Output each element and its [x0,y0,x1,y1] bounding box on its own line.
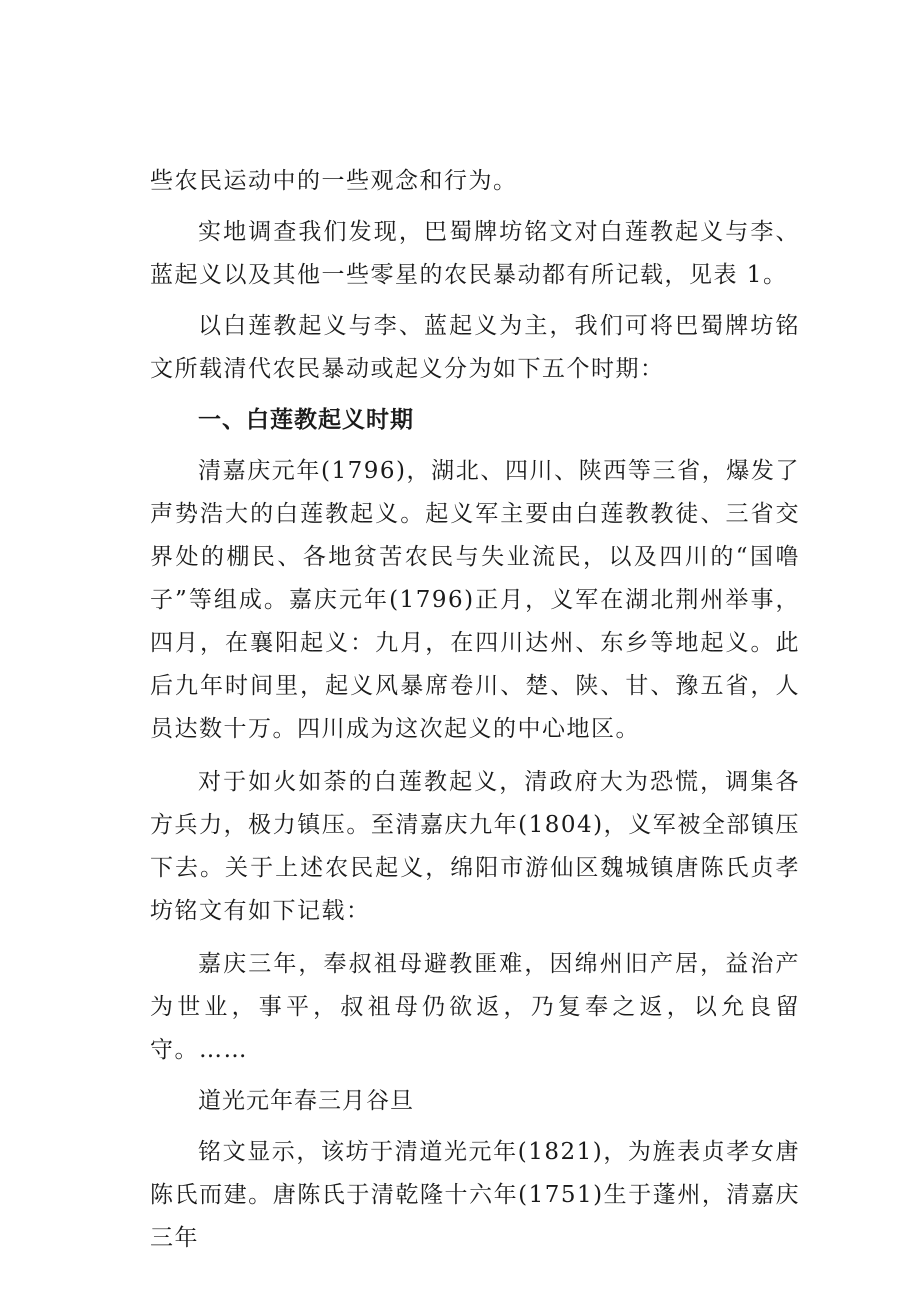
paragraph-periods-intro: 以白莲教起义与李、蓝起义为主，我们可将巴蜀牌坊铭文所载清代农民暴动或起义分为如下五个时期： [150,313,800,382]
document-page [150,160,800,1260]
paragraph-field-survey: 实地调查我们发现，巴蜀牌坊铭文对白莲教起义与李、蓝起义以及其他一些零星的农民暴动都有所记载，见表 1。 [150,219,800,288]
inscription-quote: 嘉庆三年，奉叔祖母避教匪难，因绵州旧产居，益治产为世业，事平，叔祖母仍欲返，乃复奉之返，以允良留守。…… [150,951,800,1063]
inscription-date-line: 道光元年春三月谷旦 [198,1088,414,1114]
paragraph-white-lotus-history: 清嘉庆元年(1796)，湖北、四川、陕西等三省，爆发了声势浩大的白莲教起义。起义军主要由白莲教教徒、三省交界处的棚民、各地贫苦农民与失业流民，以及四川的“国噜子”等组成。嘉庆元年(1796)正月，义军在湖北荆州举事，四月，在襄阳起义：九月，在四川达州、东乡等地起义。此后九年时间里，起义风暴席卷川、楚、陕、甘、豫五省，人员达数十万。四川成为这次起义的中心地区。 [150,458,800,742]
paragraph-suppression: 对于如火如荼的白莲教起义，清政府大为恐慌，调集各方兵力，极力镇压。至清嘉庆九年(1804)，义军被全部镇压下去。关于上述农民起义，绵阳市游仙区魏城镇唐陈氏贞孝坊铭文有如下记载： [150,769,800,924]
paragraph-continuation: 些农民运动中的一些观念和行为。 [150,168,518,194]
section-heading: 一、白莲教起义时期 [198,407,414,433]
paragraph-arch-description: 铭文显示，该坊于清道光元年(1821)，为旌表贞孝女唐陈氏而建。唐陈氏于清乾隆十六年(1751)生于蓬州，清嘉庆三年 [150,1139,800,1251]
